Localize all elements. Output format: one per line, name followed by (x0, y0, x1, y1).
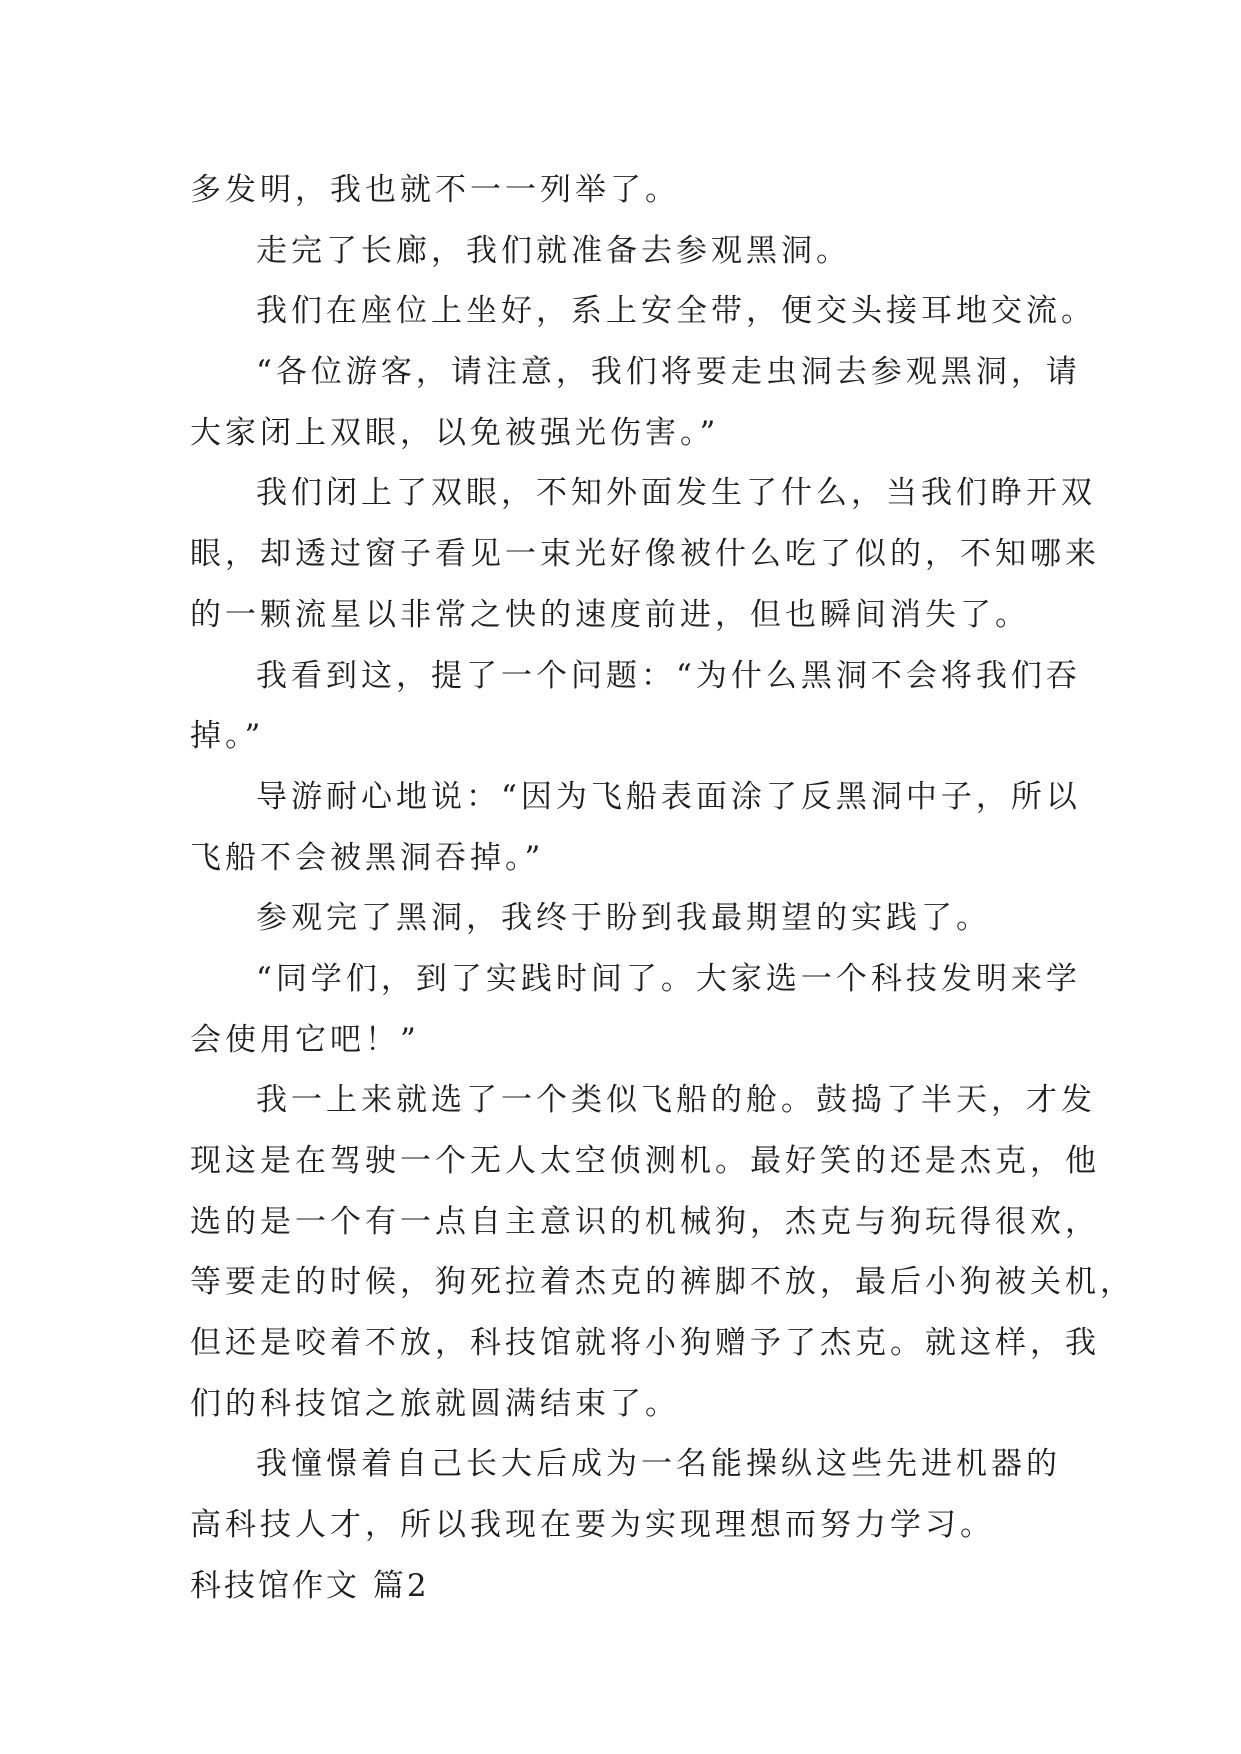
text-line: 眼，却透过窗子看见一束光好像被什么吃了似的，不知哪来 (190, 536, 1100, 573)
text-line: 选的是一个有一点自主意识的机械狗，杰克与狗玩得很欢， (190, 1203, 1100, 1240)
text-line: 但还是咬着不放，科技馆就将小狗赠予了杰克。就这样，我 (190, 1325, 1100, 1362)
text-line: 参观完了黑洞，我终于盼到我最期望的实践了。 (256, 900, 991, 937)
text-line: 们的科技馆之旅就圆满结束了。 (190, 1385, 680, 1422)
text-line: 大家闭上双眼，以免被强光伤害。” (190, 414, 720, 451)
text-line: 等要走的时候，狗死拉着杰克的裤脚不放，最后小狗被关机， (190, 1264, 1135, 1301)
text-line: “各位游客，请注意，我们将要走虫洞去参观黑洞，请 (256, 354, 1081, 391)
text-line: 我憧憬着自己长大后成为一名能操纵这些先进机器的 (256, 1446, 1061, 1483)
text-line: 我看到这，提了一个问题：“为什么黑洞不会将我们吞 (256, 657, 1081, 694)
text-line: 导游耐心地说：“因为飞船表面涂了反黑洞中子，所以 (256, 778, 1081, 815)
text-line: 多发明，我也就不一一列举了。 (190, 172, 680, 208)
text-line: 飞船不会被黑洞吞掉。” (190, 839, 545, 876)
text-line: 现这是在驾驶一个无人太空侦测机。最好笑的还是杰克，他 (190, 1143, 1100, 1179)
text-line: 我一上来就选了一个类似飞船的舱。鼓捣了半天，才发 (256, 1082, 1096, 1119)
text-line: 会使用它吧！” (190, 1021, 420, 1058)
text-line: 走完了长廊，我们就准备去参观黑洞。 (256, 232, 851, 269)
text-line: 我们在座位上坐好，系上安全带，便交头接耳地交流。 (256, 293, 1096, 330)
section-heading: 科技馆作文 篇2 (190, 1567, 430, 1604)
text-line: 我们闭上了双眼，不知外面发生了什么，当我们睁开双 (256, 475, 1096, 512)
text-line: 掉。” (190, 718, 265, 755)
text-line: “同学们，到了实践时间了。大家选一个科技发明来学 (256, 960, 1081, 997)
essay-text (190, 160, 1135, 1617)
text-line: 的一颗流星以非常之快的速度前进，但也瞬间消失了。 (190, 596, 1030, 633)
text-line: 高科技人才，所以我现在要为实现理想而努力学习。 (190, 1507, 995, 1544)
